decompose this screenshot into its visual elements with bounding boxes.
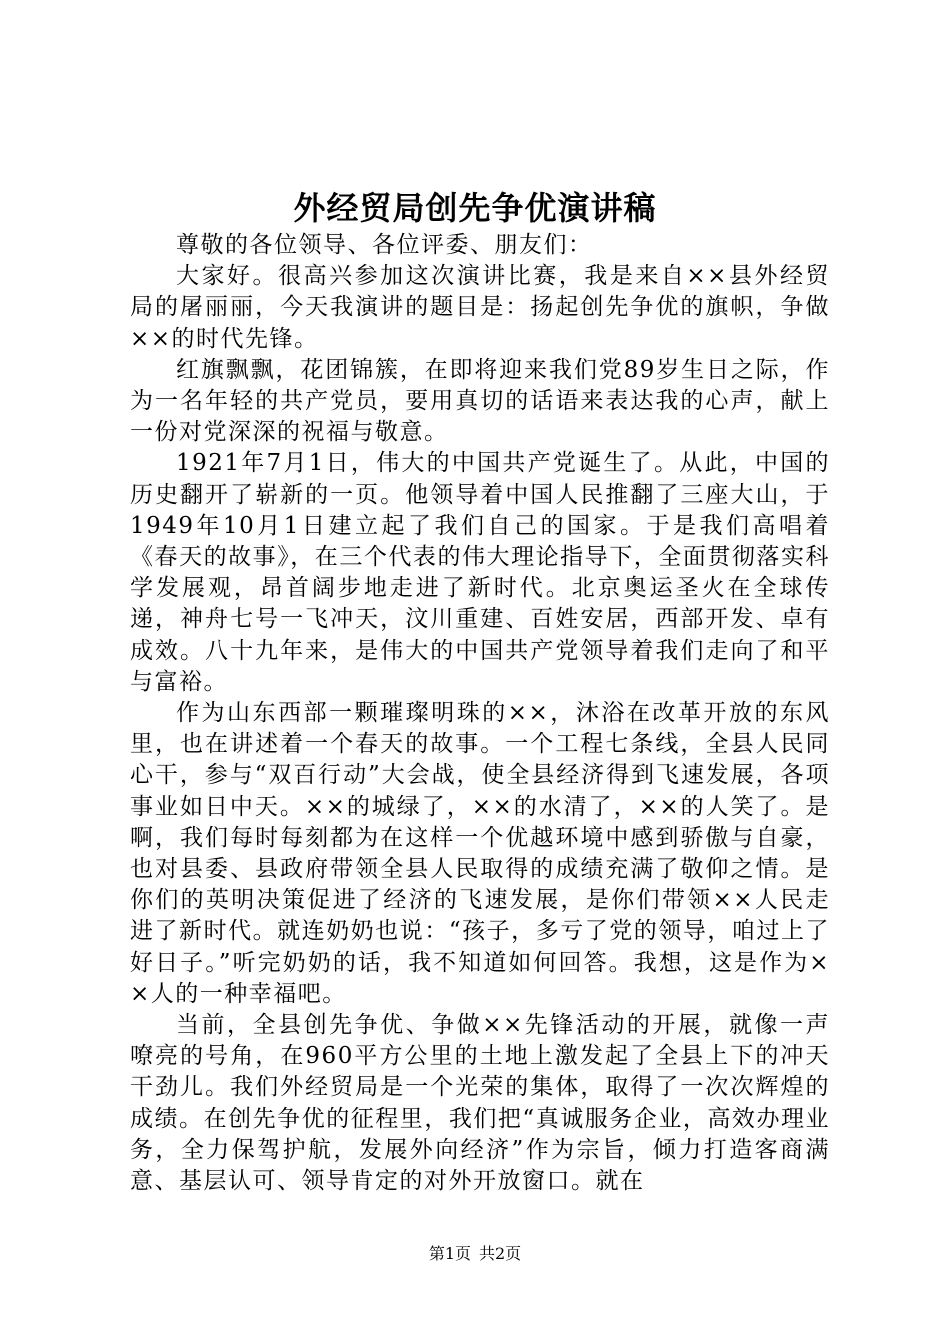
paragraph-greeting: 大家好。很高兴参加这次演讲比赛，我是来自××县外经贸局的屠丽丽，今天我演讲的题目是：扬起创先争优的旗帜，争做××的时代先锋。 xyxy=(130,263,830,352)
document-title: 外经贸局创先争优演讲稿 xyxy=(293,189,657,227)
page-footer xyxy=(0,1243,950,1265)
page-total: 共2页 xyxy=(479,1244,522,1263)
page-number: 第1页 xyxy=(428,1244,471,1263)
paragraph-party-history: 1921年7月1日，伟大的中国共产党诞生了。从此，中国的历史翻开了崭新的一页。他领导着中国人民推翻了三座大山，于1949年10月1日建立起了我们自己的国家。于是我们高唱着《春天的故事》，在三个代表的伟大理论指导下，全面贯彻落实科学发展观，昂首阔步地走进了新时代。北京奥运圣火在全球传递，神舟七号一飞冲天，汶川重建、百姓安居，西部开发、卓有成效。八十九年来，是伟大的中国共产党领导着我们走向了和平与富裕。 xyxy=(130,450,830,695)
paragraph-party-birthday: 红旗飘飘，花团锦簇，在即将迎来我们党89岁生日之际，作为一名年轻的共产党员，要用真切的话语来表达我的心声，献上一份对党深深的祝福与敬意。 xyxy=(130,356,830,446)
paragraph-salutation: 尊敬的各位领导、各位评委、朋友们： xyxy=(176,232,593,258)
document-body xyxy=(130,230,830,1197)
paragraph-county-development: 作为山东西部一颗璀璨明珠的××，沐浴在改革开放的东风里，也在讲述着一个春天的故事。一个工程七条线，全县人民同心干，参与“双百行动”大会战，使全县经济得到飞速发展，各项事业如日中天。××的城绿了，××的水清了，××的人笑了。是啊，我们每时每刻都为在这样一个优越环境中感到骄傲与自豪，也对县委、县政府带领全县人民取得的成绩充满了敬仰之情。是你们的英明决策促进了经济的飞速发展，是你们带领××人民走进了新时代。就连奶奶也说：“孩子，多亏了党的领导，咱过上了好日子。”听完奶奶的话，我不知道如何回答。我想，这是作为××人的一种幸福吧。 xyxy=(130,700,830,1007)
paragraph-bureau-work: 当前，全县创先争优、争做××先锋活动的开展，就像一声嘹亮的号角，在960平方公里的土地上激发起了全县上下的冲天干劲儿。我们外经贸局是一个光荣的集体，取得了一次次辉煌的成绩。在创先争优的征程里，我们把“真诚服务企业，高效办理业务，全力保驾护航，发展外向经济”作为宗旨，倾力打造客商满意、基层认可、领导肯定的对外开放窗口。就在 xyxy=(130,1012,830,1195)
